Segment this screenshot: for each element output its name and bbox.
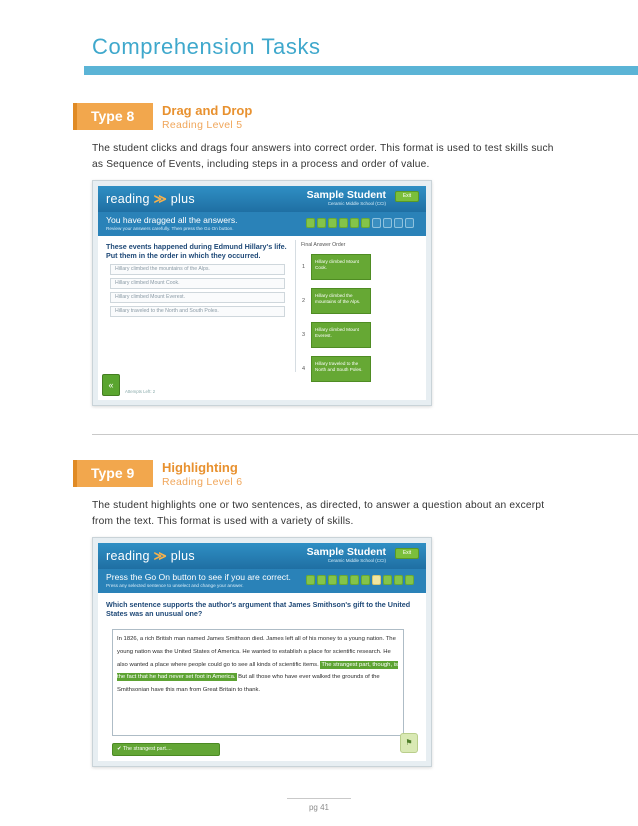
logo-text-left: reading (106, 192, 150, 206)
logo-mark-icon: ≫ (153, 192, 167, 206)
go-on-icon: ⚑ (405, 738, 413, 747)
type-badge: Type 8 (73, 103, 153, 130)
student-name-text: Sample Student (306, 189, 386, 201)
answer-option[interactable]: Hillary traveled to the North and South Poles. (110, 306, 285, 317)
go-on-button[interactable] (400, 733, 418, 753)
type-name: Highlighting (162, 460, 238, 475)
instruction-bar (98, 569, 426, 593)
instruction-sub: Review your answers carefully. Then press the Go On button. (106, 226, 234, 231)
highlighting-screenshot (92, 537, 432, 767)
progress-dot (405, 575, 414, 585)
progress-dot (383, 218, 392, 228)
student-school: Ceramic Middle School (CCI) (327, 201, 386, 206)
logo-text-right: plus (170, 192, 195, 206)
instruction-sub: Press any selected sentence to unselect and change your answer. (106, 583, 244, 588)
reading-plus-logo (106, 548, 195, 563)
app-window (98, 543, 426, 761)
instruction-bar (98, 212, 426, 236)
progress-dot (339, 575, 348, 585)
progress-dot (339, 218, 348, 228)
drag-drop-screenshot (92, 180, 432, 406)
order-title: Final Answer Order (301, 242, 346, 248)
type-level: Reading Level 6 (162, 476, 243, 488)
progress-dot (350, 575, 359, 585)
answer-card[interactable]: Hillary climbed Mount Everest. (311, 322, 371, 348)
answer-card[interactable]: Hillary traveled to the North and South Poles. (311, 356, 371, 382)
passage-text (112, 629, 404, 736)
title-rule (84, 66, 638, 75)
progress-dot (405, 218, 414, 228)
exit-button[interactable]: Exit (395, 548, 419, 559)
progress-dot (361, 218, 370, 228)
app-header (98, 543, 426, 569)
highlighted-sentence[interactable]: The strangest part, though, is the fact that he had never set foot in America. (117, 661, 398, 681)
progress-dot (394, 218, 403, 228)
page-number: pg 41 (287, 798, 351, 812)
answer-card[interactable]: Hillary climbed the mountains of the Alps. (311, 288, 371, 314)
selected-answer-label: The strangest part.... (122, 746, 172, 752)
progress-dot (361, 575, 370, 585)
section-divider (92, 434, 638, 435)
answer-option[interactable]: Hillary climbed the mountains of the Alps. (110, 264, 285, 275)
student-name (307, 546, 386, 563)
answer-option[interactable]: Hillary climbed Mount Everest. (110, 292, 285, 303)
selected-answer-bar[interactable] (112, 743, 220, 756)
student-name (307, 189, 386, 206)
progress-dot (306, 218, 315, 228)
progress-dot (317, 218, 326, 228)
order-number: 2 (302, 298, 306, 304)
type-level: Reading Level 5 (162, 119, 243, 131)
order-number: 1 (302, 264, 306, 270)
app-window (98, 186, 426, 400)
page-title: Comprehension Tasks (92, 34, 321, 59)
progress-dot (328, 218, 337, 228)
question-line-2: States was an unusual one? (106, 609, 203, 618)
back-button[interactable] (102, 374, 120, 396)
progress-dot (372, 218, 381, 228)
student-name-text: Sample Student (306, 546, 386, 558)
logo-text-left: reading (106, 549, 150, 563)
type-badge: Type 9 (73, 460, 153, 487)
progress-dot (350, 218, 359, 228)
progress-indicator (306, 218, 414, 228)
progress-dot (394, 575, 403, 585)
question-line-2: Put them in the order in which they occurred. (106, 251, 261, 260)
progress-dot (306, 575, 315, 585)
reading-plus-logo (106, 191, 195, 206)
student-school: Ceramic Middle School (CCI) (327, 558, 386, 563)
order-number: 3 (302, 332, 306, 338)
progress-dot (372, 575, 381, 585)
attempts-left: Attempts Left: 2 (125, 389, 156, 394)
exit-button[interactable]: Exit (395, 191, 419, 202)
order-number: 4 (302, 366, 306, 372)
passage-sentences[interactable]: In 1826, a rich British man named James Smithson died. James left all of his money to a young nation. The young nation was the United States of America. He wanted to establish a place for scientific research. He also wanted a place where people could go to see all kinds of scientific items. (117, 636, 396, 668)
logo-text-right: plus (170, 549, 195, 563)
answer-card[interactable]: Hillary climbed Mount Cook. (311, 254, 371, 280)
type-description: The student clicks and drags four answers into correct order. This format is used to test skills such as Sequence of Events, including steps in a process and order of value. (92, 143, 554, 170)
type-description: The student highlights one or two sentences, as directed, to answer a question about an excerpt from the text. This format is used with a variety of skills. (92, 500, 545, 527)
app-header (98, 186, 426, 212)
rewind-icon: « (108, 380, 114, 390)
progress-dot (317, 575, 326, 585)
column-divider (295, 240, 296, 372)
progress-dot (328, 575, 337, 585)
progress-dot (383, 575, 392, 585)
instruction-main: You have dragged all the answers. (106, 215, 238, 225)
question-line-1: These events happened during Edmund Hillary's life. (106, 242, 287, 251)
logo-mark-icon: ≫ (153, 549, 167, 563)
instruction-main: Press the Go On button to see if you are correct. (106, 572, 291, 582)
check-icon: ✔ (117, 746, 122, 752)
question-line-1: Which sentence supports the author's argument that James Smithson's gift to the United (106, 600, 411, 609)
type-name: Drag and Drop (162, 103, 253, 118)
progress-indicator (306, 575, 414, 585)
passage-sentences-after[interactable]: But all those who have ever walked the grounds of the Smithsonian have this man from Great Britain to thank. (117, 674, 380, 694)
answer-option[interactable]: Hillary climbed Mount Cook. (110, 278, 285, 289)
